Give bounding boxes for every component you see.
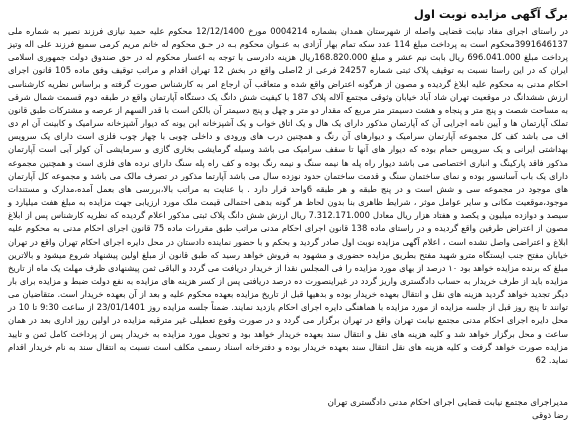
announcement-body: در راستای اجرای مفاد نیابت قضایی واصله از شهرستان همدان بشماره 0004214 مورخ 12/12/1400 محکوم علیه حمید نیازی فرزند نصیر به شماره ملی 3991646137محکوم است به پرداخت مبلغ 114 عدد سکه تمام بهار آزادی به عنـوان محکوم بـه در حـق محکوم له خانم مریم کرمی سمیع فرزند علی اله وتیز پرداخت مبلغ 696.041.000 ریال بابت نیم عشر و مبلغ 168.820.000ریال هزینه دادرسی با توجه به اعسار محکوم له در حق صندوق دولت جمهوری اسلامی ایران که در این راستا نسبت به توقیف پلاک ثبتی شماره 24257 فرعی از 2اصلی واقع در بخش 12 تهران اقدام و مراتب توقیف وفق ماده 105 قانون اجرای احکام مدنی به محکوم علیه ابلاغ گردیده و مصون از هرگونه اعتراض واقع شده و متعاقب آن ارجاع امر به کارشناس صورت گرفته و براساس نظریه کارشناسی ارزش ششدانگ در موقعیت تهران شاد آباد خیابان وثوقی مجتمع آلاله پلاک 187 با کیفیت شش دانگ یک دستگاه آپارتمان واقع در طبقه دوم قسمت شمال شرقی به مساحت شصت و پنج متر و پنجاه و هشت دسیمتر متر مربع که مقدار دو متر و چهل و پنج دسیمتر آن بالکن است با قدر السهم از عرصه و مشترکات طبق قانون تملک آپارتمان ها و آیین نامه اجرایی آن که آپارتمان مذکور دارای یک هال و یک اتاق خواب و یک آشپزخانه این یونه که دیوار آشپزخانه سرامیک و کابینت آن ام دی اف می باشد کف کل مجموعه آپارتمان سرامیک و دیوارهای آن رنگ و همچنین درب های ورودی و داخلی چوبی با چهار چوب فلزی است دارای یک سرویس بهداشتی ایرانی و یک سرویس حمام بوده که دیوار های آنها تا سقف سرامیک می باشد وسیله گرمایشی بخاری گازی و سرمایشی آن کولر آبی است آپارتمان مذکور فاقد پارکینگ و انباری اختصاصی می باشد دیوار راه پله ها نیمه سنگ و نیمه رنگ بوده و کف راه پله سنگ دارای نرده های فلزی است و همچنین مجموعه دارای یک باب آسانسور بوده و نمای ساختمان سنگ و قدمت ساختمان حدود نوزده سال می باشد آپارتما مذکور در تصرف مالک می باشد و مجموعه کل آپارتمان های موجود در مجموعه سی و شش است و در پنج طبقه و هر طبقه 6واحد قرار دارد . با عنایت به مراتب بالا،بررسی های بعمل آمده،مدارک و مستندات موجود،موقعیت مکانی و سایر عوامل موثر ، شرایط ظاهری بنا بدون لحاظ هر گونه بدهی احتمالی قیمت ملک مورد ارزیابی جهت مزایده به مبلغ هفت میلیارد و سیصد و دوازده میلیون و یکصد و هفتاد هزار ریال معادل 7.312.171.000 ریال ارزش شش دانگ پلاک ثبتی مذکور اعلام گردیده که نظریه کارشناس پس از ابلاغ مصون از اعتراض طرفین واقع گردیده و در راستای ماده 138 قانون اجرای احکام مدنی مراتب طبق مقررات ماده 75 قانون اجرای احکام مدنی به محکوم علیه ابلاغ و اعتراضی واصل نشده است ، اعلام آگهی مزایده نوبت اول صادر گردید و بحکم و با حضور نماینده دادستان در محل دایره اجرای احکام تهران واقع در تهران خیابان مفتح جنب ایستگاه مترو شهید مفتح بطریق مزایده حضوری و مشهود به فروش خواهد رسید که طبق قانون از مبلغ اولین پیشنهاد شروع میشود و بالاترین مبلغ که برنده مزایده خواهد بود ۱۰ درصد از بهای مورد مزایده را فی المجلس نقدا از خریدار دریافت می گردد و الباقی ثمن پیشنهادی ظرف مهلت یک ماه از تاریخ مزایده باید از طرف خریدار به حساب دادگستری واریز گردد در غیراینصورت ده درصد دریافتی پس از کسر هزینه های مزایده به نفع دولت ضبط و مزایده برای بار دیگر تجدید خواهد گردید هزینه های نقل و انتقال بعهده خریدار بوده و بدهیها قبل از تاریخ مزایده بعهده محکوم علیه و بعد از آن بعهده خریدار است. متقاضیان می توانند تا پنج روز قبل از جلسه مزایده از مورد مزایده با هماهنگی دایره اجرای احکام بازدید نمایند. ضمناً جلسه مزایده روز 23/01/1401 از ساعت 9:30 تا 10 در محل دایره اجرای احکام مدنی مجتمع نیابت تهران واقع در تهران برگزار می گردد و در صورت وقوع تعطیلی غیر مترقبه مزایده در اولین روز اداری بعد در همان ساعت و محل برگزار خواهد شد و کلیه هزینه های نقل و انتقال سند بعهده خریدار خواهد بود و تحویل مورد مزایده به خریدار پس از پرداخت کامل ثمن و تایید مزایده صورت خواهد گرفت و کلیه هزینه های نقل انتقال سند بعهده خریدار بوده و دفترخانه اسناد رسمی مکلف است نسبت به انتقال سند به نام خریدار اقدام نماید. 62 xyxy=(8,26,569,365)
signer-title: مدیراجرای مجتمع نیابت قضایی اجرای احکام مدنی دادگستری تهران xyxy=(327,398,568,409)
spacer xyxy=(8,367,568,397)
document-title: برگ آگهی مزایده نوبت اول xyxy=(413,7,568,21)
signature-block xyxy=(8,397,568,423)
signer-name: رضا ذوقی xyxy=(531,411,568,422)
header xyxy=(8,4,568,24)
